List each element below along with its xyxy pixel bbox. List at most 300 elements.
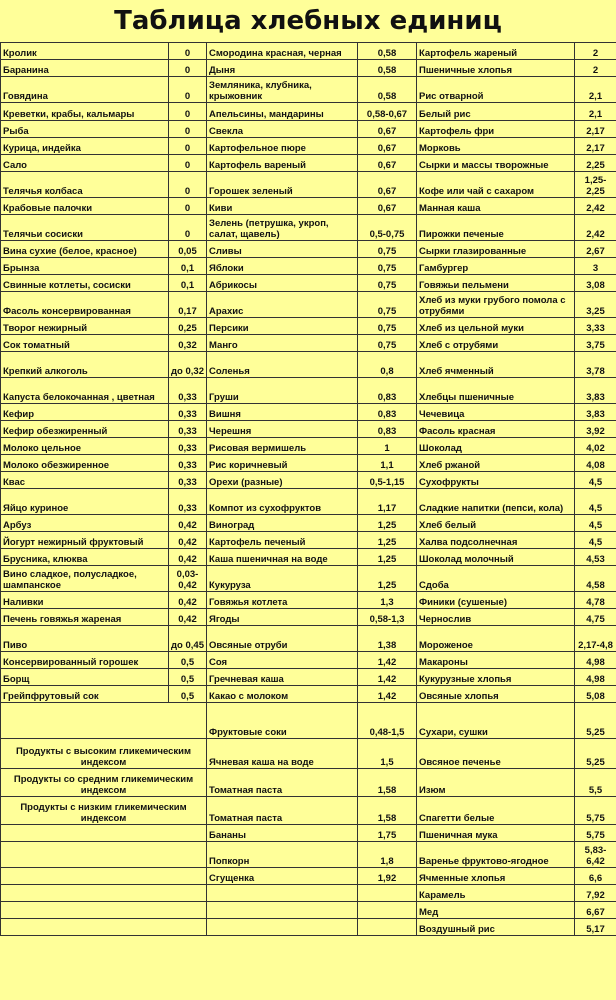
food-name: Дыня: [207, 60, 358, 77]
bread-unit-value: 0,67: [358, 121, 417, 138]
food-name: Арахис: [207, 292, 358, 318]
food-name: Томатная паста: [207, 769, 358, 797]
food-name: Телячья колбаса: [1, 172, 169, 198]
food-name: Кефир: [1, 404, 169, 421]
food-name: Яйцо куриное: [1, 489, 169, 515]
food-name: Персики: [207, 318, 358, 335]
food-name: Манго: [207, 335, 358, 352]
food-name: Пшеничные хлопья: [417, 60, 575, 77]
bread-unit-value: 0,58: [358, 43, 417, 60]
bread-unit-value: 5,17: [575, 919, 616, 936]
food-name: Гамбургер: [417, 258, 575, 275]
food-name: Кукурузные хлопья: [417, 669, 575, 686]
bread-unit-value: 1,38: [358, 626, 417, 652]
bread-unit-value: 0,75: [358, 241, 417, 258]
food-name: Хлеб ячменный: [417, 352, 575, 378]
bread-unit-value: 1,25-2,25: [575, 172, 616, 198]
bread-unit-value: 0,5-1,15: [358, 472, 417, 489]
food-name: Молоко обезжиренное: [1, 455, 169, 472]
food-name: Ячневая каша на воде: [207, 739, 358, 769]
food-name: Кофе или чай с сахаром: [417, 172, 575, 198]
food-name: Картофельное пюре: [207, 138, 358, 155]
food-name: Сырки глазированные: [417, 241, 575, 258]
bread-unit-value: 4,98: [575, 652, 616, 669]
bread-unit-value: 0: [169, 198, 207, 215]
food-name: Хлебцы пшеничные: [417, 378, 575, 404]
food-name: Телячьи сосиски: [1, 215, 169, 241]
empty-cell: [207, 885, 358, 902]
bread-unit-value: 1,42: [358, 669, 417, 686]
bread-unit-value: 0,58: [358, 60, 417, 77]
food-name: Консервированный горошек: [1, 652, 169, 669]
bread-unit-value: 0: [169, 77, 207, 103]
bread-unit-value: 2,25: [575, 155, 616, 172]
food-name: Шоколад: [417, 438, 575, 455]
bread-unit-value: 4,5: [575, 489, 616, 515]
food-name: Баранина: [1, 60, 169, 77]
food-name: Пирожки печеные: [417, 215, 575, 241]
bread-unit-value: 0: [169, 60, 207, 77]
bread-unit-value: 4,78: [575, 592, 616, 609]
bread-unit-value: 0,8: [358, 352, 417, 378]
table-row: [1, 404, 616, 421]
food-name: Манная каша: [417, 198, 575, 215]
table-row: [1, 592, 616, 609]
bread-unit-value: 0,33: [169, 378, 207, 404]
food-name: Хлеб белый: [417, 515, 575, 532]
food-name: Вино сладкое, полусладкое, шампанское: [1, 566, 169, 592]
food-name: Хлеб из цельной муки: [417, 318, 575, 335]
food-name: Яблоки: [207, 258, 358, 275]
bread-unit-value: 0,42: [169, 532, 207, 549]
table-row: [1, 669, 616, 686]
bread-unit-value: 4,53: [575, 549, 616, 566]
food-name: Фасоль консервированная: [1, 292, 169, 318]
food-name: Апельсины, мандарины: [207, 103, 358, 121]
bread-unit-value: 0: [169, 103, 207, 121]
food-name: Молоко цельное: [1, 438, 169, 455]
bread-unit-value: 0,75: [358, 258, 417, 275]
bread-unit-value: 5,75: [575, 825, 616, 842]
bread-unit-value: 0,5: [169, 686, 207, 703]
bread-unit-value: 0,67: [358, 172, 417, 198]
empty-cell: [1, 703, 207, 739]
bread-unit-value: 0: [169, 43, 207, 60]
food-name: Арбуз: [1, 515, 169, 532]
bread-unit-value: 1,42: [358, 652, 417, 669]
food-name: Киви: [207, 198, 358, 215]
food-name: Рисовая вермишель: [207, 438, 358, 455]
food-name: Брусника, клюква: [1, 549, 169, 566]
food-name: Вина сухие (белое, красное): [1, 241, 169, 258]
food-name: Карамель: [417, 885, 575, 902]
bread-unit-value: 4,02: [575, 438, 616, 455]
bread-unit-value: 4,5: [575, 472, 616, 489]
bread-unit-value: 3,92: [575, 421, 616, 438]
table-row: [1, 868, 616, 885]
food-name: Сухари, сушки: [417, 703, 575, 739]
bread-unit-value: 0,67: [358, 198, 417, 215]
table-row: [1, 769, 616, 797]
bread-unit-value: 0,83: [358, 378, 417, 404]
food-name: Сгущенка: [207, 868, 358, 885]
table-row: [1, 885, 616, 902]
empty-cell: [1, 902, 207, 919]
bread-unit-value: 0,1: [169, 258, 207, 275]
food-name: Сок томатный: [1, 335, 169, 352]
food-name: Хлеб из муки грубого помола с отрубями: [417, 292, 575, 318]
food-name: Макароны: [417, 652, 575, 669]
food-name: Виноград: [207, 515, 358, 532]
table-row: [1, 626, 616, 652]
food-name: Говядина: [1, 77, 169, 103]
food-name: Варенье фруктово-ягодное: [417, 842, 575, 868]
bread-unit-value: 1,92: [358, 868, 417, 885]
table-row: [1, 215, 616, 241]
food-name: Грейпфрутовый сок: [1, 686, 169, 703]
bread-unit-value: 5,75: [575, 797, 616, 825]
food-name: Квас: [1, 472, 169, 489]
empty-cell: [1, 885, 207, 902]
bread-unit-value: 2,17: [575, 138, 616, 155]
bread-unit-value: 1,8: [358, 842, 417, 868]
food-name: Томатная паста: [207, 797, 358, 825]
bread-unit-value: 2,42: [575, 198, 616, 215]
food-name: Свинные котлеты, сосиски: [1, 275, 169, 292]
bread-unit-value: 0,17: [169, 292, 207, 318]
bread-unit-value: 0,5: [169, 652, 207, 669]
bread-unit-value: 2: [575, 60, 616, 77]
bread-unit-value: 1,1: [358, 455, 417, 472]
bread-unit-value: 0,1: [169, 275, 207, 292]
food-name: Говяжьи пельмени: [417, 275, 575, 292]
table-row: [1, 438, 616, 455]
bread-unit-value: 1,25: [358, 532, 417, 549]
food-name: Бананы: [207, 825, 358, 842]
table-row: [1, 703, 616, 739]
food-name: Кефир обезжиренный: [1, 421, 169, 438]
bread-unit-value: 2,67: [575, 241, 616, 258]
food-name: Картофель печеный: [207, 532, 358, 549]
table-row: [1, 155, 616, 172]
food-name: Наливки: [1, 592, 169, 609]
bread-unit-value: 2,1: [575, 103, 616, 121]
empty-cell: [1, 825, 207, 842]
table-row: [1, 172, 616, 198]
empty-cell: [207, 919, 358, 936]
bread-unit-value: 2,17: [575, 121, 616, 138]
bread-unit-value: 0,5-0,75: [358, 215, 417, 241]
food-name: Зелень (петрушка, укроп, салат, щавель): [207, 215, 358, 241]
table-row: [1, 198, 616, 215]
legend-high-gi: Продукты с высоким гликемическим индексом: [1, 739, 207, 769]
table-row: [1, 472, 616, 489]
bread-unit-value: 6,67: [575, 902, 616, 919]
bread-unit-value: 1,58: [358, 769, 417, 797]
bread-unit-value: 0,33: [169, 421, 207, 438]
food-name: Фасоль красная: [417, 421, 575, 438]
bread-unit-value: 0,58: [358, 77, 417, 103]
food-name: Чернослив: [417, 609, 575, 626]
bread-unit-value: 2,17-4,8: [575, 626, 616, 652]
food-name: Морковь: [417, 138, 575, 155]
table-row: [1, 258, 616, 275]
food-name: Картофель вареный: [207, 155, 358, 172]
bread-unit-value: 0,42: [169, 515, 207, 532]
food-name: Рис коричневый: [207, 455, 358, 472]
table-row: [1, 739, 616, 769]
food-name: Чечевица: [417, 404, 575, 421]
table-row: [1, 352, 616, 378]
bread-unit-value: 0,83: [358, 404, 417, 421]
table-row: [1, 318, 616, 335]
food-name: Кролик: [1, 43, 169, 60]
food-name: Соя: [207, 652, 358, 669]
food-name: Финики (сушеные): [417, 592, 575, 609]
food-name: Сладкие напитки (пепси, кола): [417, 489, 575, 515]
food-name: Рис отварной: [417, 77, 575, 103]
bread-unit-value: 1,17: [358, 489, 417, 515]
bread-unit-value: 3,83: [575, 404, 616, 421]
table-row: [1, 455, 616, 472]
empty-cell: [1, 919, 207, 936]
food-name: Гречневая каша: [207, 669, 358, 686]
bread-unit-value: 3: [575, 258, 616, 275]
table-row: [1, 825, 616, 842]
food-name: Овсяное печенье: [417, 739, 575, 769]
food-name: Сливы: [207, 241, 358, 258]
table-row: [1, 43, 616, 60]
table-row: [1, 421, 616, 438]
bread-unit-value: 3,83: [575, 378, 616, 404]
page-title: Таблица хлебных единиц: [0, 0, 616, 43]
food-name: Горошек зеленый: [207, 172, 358, 198]
food-name: Хлеб ржаной: [417, 455, 575, 472]
food-name: Черешня: [207, 421, 358, 438]
bread-unit-value: 0,75: [358, 275, 417, 292]
empty-cell: [207, 902, 358, 919]
food-name: Белый рис: [417, 103, 575, 121]
bread-unit-value: 1,75: [358, 825, 417, 842]
bread-unit-value: 0,42: [169, 609, 207, 626]
food-name: Халва подсолнечная: [417, 532, 575, 549]
table-row: [1, 609, 616, 626]
bread-unit-value: 2,1: [575, 77, 616, 103]
bread-unit-value: 5,08: [575, 686, 616, 703]
bread-unit-value: 6,6: [575, 868, 616, 885]
bread-unit-value: 5,83-6,42: [575, 842, 616, 868]
bread-unit-value: 7,92: [575, 885, 616, 902]
empty-cell: [358, 919, 417, 936]
bread-unit-value: 0,03-0,42: [169, 566, 207, 592]
bread-unit-value: 0,5: [169, 669, 207, 686]
food-name: Земляника, клубника, крыжовник: [207, 77, 358, 103]
table-row: [1, 292, 616, 318]
food-name: Пиво: [1, 626, 169, 652]
food-name: Ячменные хлопья: [417, 868, 575, 885]
empty-cell: [1, 868, 207, 885]
bread-unit-value: 0,42: [169, 549, 207, 566]
table-row: [1, 919, 616, 936]
bread-unit-value: 1,42: [358, 686, 417, 703]
bread-unit-value: 4,5: [575, 532, 616, 549]
table-row: [1, 138, 616, 155]
bread-unit-value: 5,25: [575, 739, 616, 769]
bread-unit-value: 1,5: [358, 739, 417, 769]
bread-unit-value: 0: [169, 121, 207, 138]
bread-unit-value: 0,33: [169, 404, 207, 421]
table-row: [1, 652, 616, 669]
empty-cell: [358, 902, 417, 919]
bread-unit-value: 0,75: [358, 292, 417, 318]
bread-unit-value: 5,5: [575, 769, 616, 797]
bread-unit-value: 0,58-0,67: [358, 103, 417, 121]
bread-unit-value: 0,58-1,3: [358, 609, 417, 626]
table-row: [1, 275, 616, 292]
bread-unit-value: 1,58: [358, 797, 417, 825]
table-row: [1, 842, 616, 868]
bread-unit-value: 4,58: [575, 566, 616, 592]
bread-unit-value: 1: [358, 438, 417, 455]
table-row: [1, 103, 616, 121]
bread-unit-value: 0,75: [358, 335, 417, 352]
bread-unit-value: 3,33: [575, 318, 616, 335]
bread-unit-value: 0,25: [169, 318, 207, 335]
table-row: [1, 378, 616, 404]
food-name: Овсяные хлопья: [417, 686, 575, 703]
food-name: Сдоба: [417, 566, 575, 592]
food-name: Борщ: [1, 669, 169, 686]
food-name: Попкорн: [207, 842, 358, 868]
table-row: [1, 797, 616, 825]
table-row: [1, 241, 616, 258]
food-name: Сырки и массы творожные: [417, 155, 575, 172]
food-name: Изюм: [417, 769, 575, 797]
bread-unit-value: 0,67: [358, 155, 417, 172]
food-name: Шоколад молочный: [417, 549, 575, 566]
bread-unit-value: 0,33: [169, 472, 207, 489]
food-name: Говяжья котлета: [207, 592, 358, 609]
bread-unit-value: 0,67: [358, 138, 417, 155]
table-row: [1, 489, 616, 515]
table-row: [1, 60, 616, 77]
food-name: Хлеб с отрубями: [417, 335, 575, 352]
bread-unit-value: 3,08: [575, 275, 616, 292]
table-row: [1, 77, 616, 103]
bread-unit-value: 1,3: [358, 592, 417, 609]
food-name: Крабовые палочки: [1, 198, 169, 215]
bread-unit-value: 2: [575, 43, 616, 60]
bread-unit-value: 4,75: [575, 609, 616, 626]
food-name: Печень говяжья жареная: [1, 609, 169, 626]
food-name: Какао с молоком: [207, 686, 358, 703]
table-row: [1, 532, 616, 549]
food-name: Курица, индейка: [1, 138, 169, 155]
food-name: Смородина красная, черная: [207, 43, 358, 60]
bread-unit-value: 1,25: [358, 566, 417, 592]
table-row: [1, 566, 616, 592]
bread-unit-value: 0: [169, 138, 207, 155]
food-name: Фруктовые соки: [207, 703, 358, 739]
bread-unit-value: до 0,45: [169, 626, 207, 652]
bread-unit-value: 1,25: [358, 515, 417, 532]
bread-unit-value: 3,78: [575, 352, 616, 378]
bread-unit-value: 0: [169, 215, 207, 241]
bread-unit-value: 5,25: [575, 703, 616, 739]
food-name: Креветки, крабы, кальмары: [1, 103, 169, 121]
food-name: Груши: [207, 378, 358, 404]
food-name: Рыба: [1, 121, 169, 138]
food-name: Овсяные отруби: [207, 626, 358, 652]
bread-unit-value: до 0,32: [169, 352, 207, 378]
food-name: Свекла: [207, 121, 358, 138]
bread-unit-value: 0,32: [169, 335, 207, 352]
bread-unit-value: 0,33: [169, 455, 207, 472]
food-name: Сухофрукты: [417, 472, 575, 489]
table-row: [1, 902, 616, 919]
empty-cell: [358, 885, 417, 902]
table-row: [1, 686, 616, 703]
bread-unit-value: 3,25: [575, 292, 616, 318]
bread-unit-value: 4,98: [575, 669, 616, 686]
food-name: Соленья: [207, 352, 358, 378]
bread-unit-value: 0,05: [169, 241, 207, 258]
food-name: Мороженое: [417, 626, 575, 652]
food-name: Крепкий алкоголь: [1, 352, 169, 378]
bread-unit-value: 0: [169, 155, 207, 172]
food-name: Творог нежирный: [1, 318, 169, 335]
food-name: Спагетти белые: [417, 797, 575, 825]
food-name: Картофель фри: [417, 121, 575, 138]
food-name: Йогурт нежирный фруктовый: [1, 532, 169, 549]
bread-unit-value: 1,25: [358, 549, 417, 566]
legend-mid-gi: Продукты со средним гликемическим индексом: [1, 769, 207, 797]
bread-unit-value: 0,33: [169, 438, 207, 455]
table-row: [1, 121, 616, 138]
table-row: [1, 549, 616, 566]
food-name: Компот из сухофруктов: [207, 489, 358, 515]
table-row: [1, 335, 616, 352]
food-name: Брынза: [1, 258, 169, 275]
food-name: Кукуруза: [207, 566, 358, 592]
food-name: Ягоды: [207, 609, 358, 626]
food-name: Сало: [1, 155, 169, 172]
food-name: Воздушный рис: [417, 919, 575, 936]
bread-unit-value: 2,42: [575, 215, 616, 241]
bread-unit-value: 4,08: [575, 455, 616, 472]
bread-unit-value: 4,5: [575, 515, 616, 532]
bread-unit-value: 0,42: [169, 592, 207, 609]
food-name: Каша пшеничная на воде: [207, 549, 358, 566]
bread-unit-value: 3,75: [575, 335, 616, 352]
food-name: Пшеничная мука: [417, 825, 575, 842]
bread-units-table: [0, 42, 616, 936]
food-name: Капуста белокочанная , цветная: [1, 378, 169, 404]
food-name: Абрикосы: [207, 275, 358, 292]
legend-low-gi: Продукты с низким гликемическим индексом: [1, 797, 207, 825]
food-name: Картофель жареный: [417, 43, 575, 60]
bread-unit-value: 0,48-1,5: [358, 703, 417, 739]
empty-cell: [1, 842, 207, 868]
bread-unit-value: 0,83: [358, 421, 417, 438]
bread-unit-value: 0,33: [169, 489, 207, 515]
bread-unit-value: 0: [169, 172, 207, 198]
table-row: [1, 515, 616, 532]
food-name: Вишня: [207, 404, 358, 421]
bread-unit-value: 0,75: [358, 318, 417, 335]
food-name: Мед: [417, 902, 575, 919]
food-name: Орехи (разные): [207, 472, 358, 489]
